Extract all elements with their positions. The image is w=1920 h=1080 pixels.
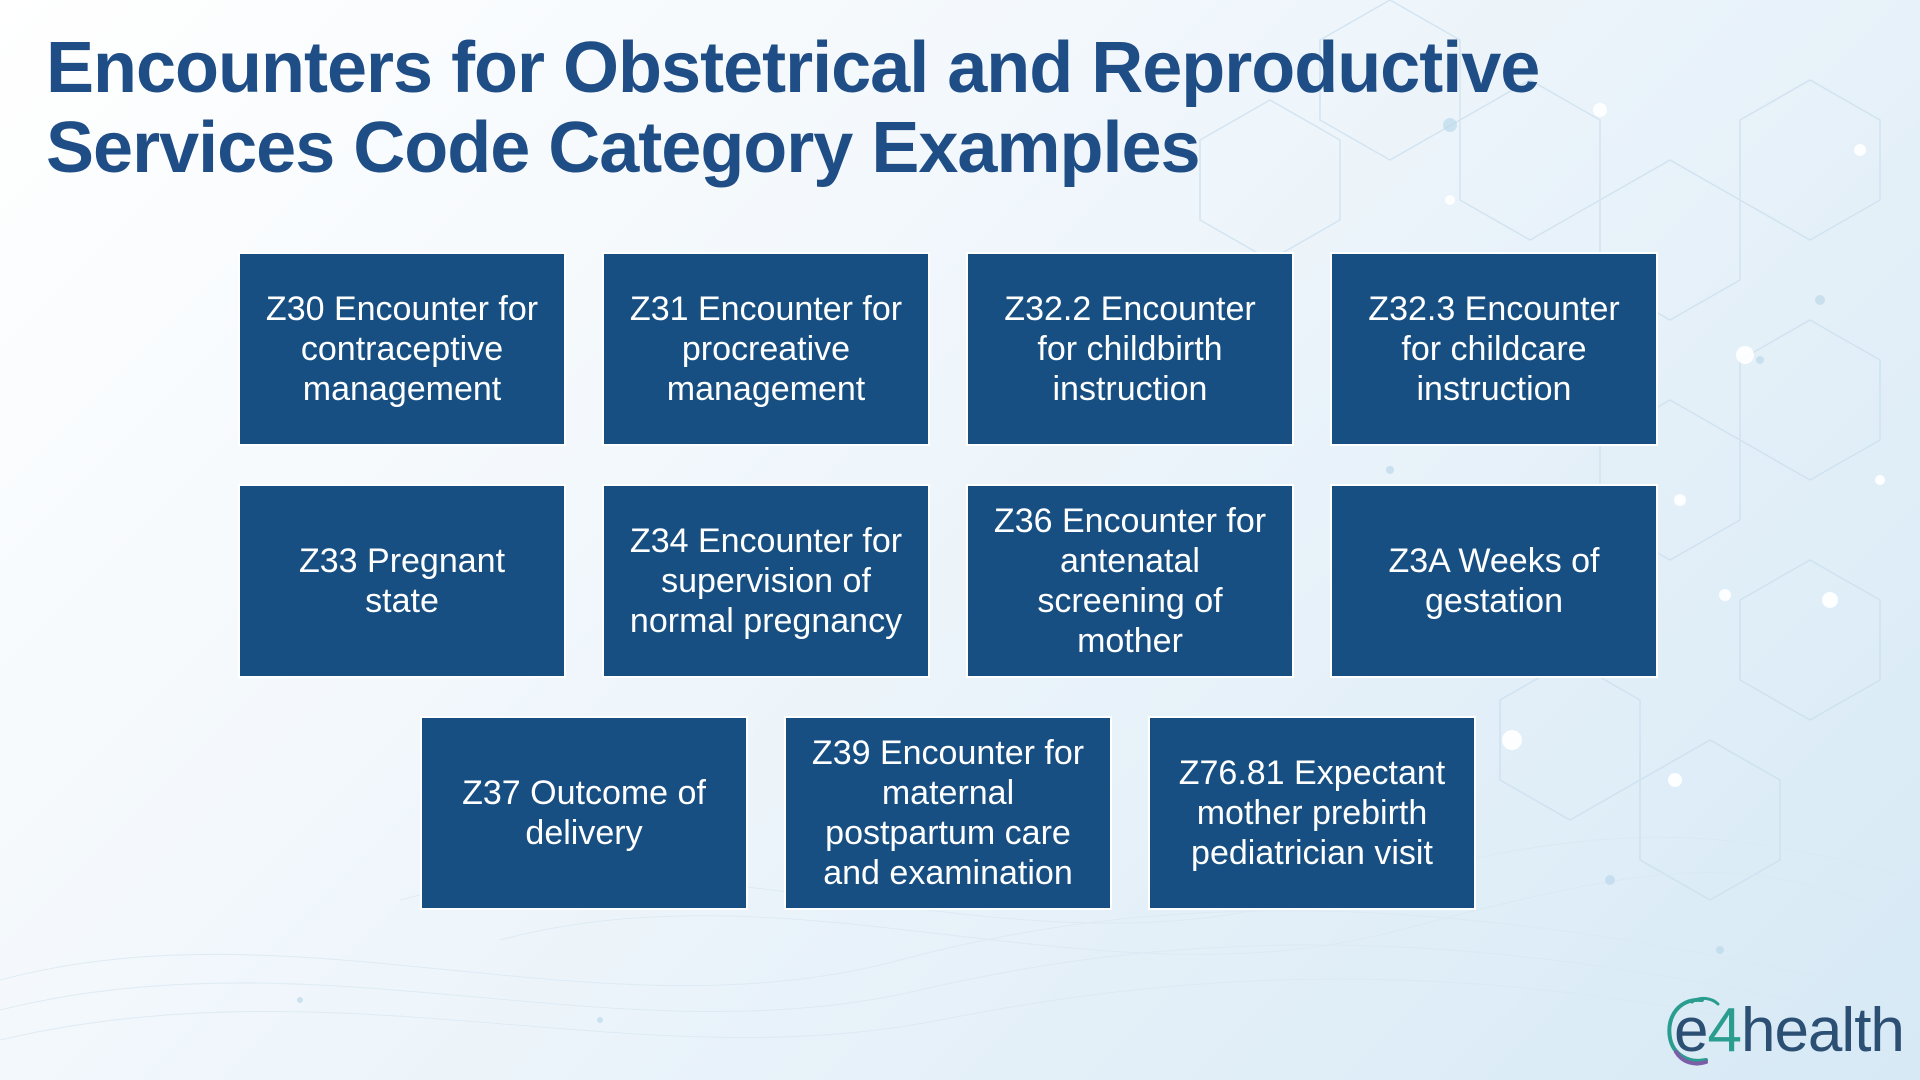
code-tile-text xyxy=(1368,289,1619,409)
tile-line: mother prebirth xyxy=(1196,794,1428,832)
tile-line: Z76.81 Expectant xyxy=(1178,754,1446,792)
code-tile-text xyxy=(812,733,1084,893)
tile-line: for childcare xyxy=(1401,330,1587,368)
tile-line: procreative xyxy=(681,330,851,368)
tile-line: Z33 Pregnant xyxy=(298,542,506,580)
tile-line: normal pregnancy xyxy=(629,602,903,640)
tile-line: Z32.3 Encounter xyxy=(1368,290,1620,328)
code-tile-text xyxy=(994,501,1266,661)
logo-text xyxy=(1668,995,1904,1066)
tile-line: maternal xyxy=(881,774,1015,812)
tile-line: and examination xyxy=(823,854,1073,892)
code-tile-z31 xyxy=(602,252,930,446)
code-tile-z30 xyxy=(238,252,566,446)
tile-line: management xyxy=(302,370,502,408)
tile-line: Z3A Weeks of xyxy=(1388,542,1600,580)
code-tile-z37 xyxy=(420,716,748,910)
code-tile-text xyxy=(630,289,902,409)
tile-line: instruction xyxy=(1416,370,1572,408)
tile-line: for childbirth xyxy=(1037,330,1223,368)
slide-title xyxy=(46,28,1646,188)
code-tile-text xyxy=(630,521,902,641)
slide-title-line-2: Services Code Category Examples xyxy=(46,108,1200,188)
code-tile-text xyxy=(462,773,706,853)
code-tile-z76-81 xyxy=(1148,716,1476,910)
logo-prefix: e xyxy=(1674,995,1708,1065)
code-tile-z3a xyxy=(1330,484,1658,678)
code-tile-text xyxy=(1388,541,1599,621)
tile-line: delivery xyxy=(525,814,643,852)
tile-line: instruction xyxy=(1052,370,1208,408)
logo-number: 4 xyxy=(1707,995,1741,1065)
code-tile-z34 xyxy=(602,484,930,678)
tile-line: screening of xyxy=(1037,582,1223,620)
code-tile-z32-3 xyxy=(1330,252,1658,446)
tile-line: antenatal xyxy=(1060,542,1200,580)
slide-title-line-1: Encounters for Obstetrical and Reproductive xyxy=(46,28,1540,108)
code-tile-z36 xyxy=(966,484,1294,678)
code-tile-text xyxy=(1179,753,1446,873)
tile-line: Z34 Encounter for xyxy=(629,522,903,560)
tile-line: Z30 Encounter for xyxy=(265,290,539,328)
tile-line: pediatrician visit xyxy=(1191,834,1433,872)
tile-line: contraceptive xyxy=(300,330,504,368)
tile-line: Z32.2 Encounter xyxy=(1004,290,1256,328)
tile-line: Z36 Encounter for xyxy=(993,502,1267,540)
code-tile-text xyxy=(299,541,505,621)
logo-suffix: health xyxy=(1740,995,1904,1065)
tile-line: management xyxy=(666,370,866,408)
tile-line: postpartum care xyxy=(825,814,1071,852)
tile-line: mother xyxy=(1077,622,1183,660)
code-tile-z32-2 xyxy=(966,252,1294,446)
code-tile-z33 xyxy=(238,484,566,678)
tile-line: Z39 Encounter for xyxy=(811,734,1085,772)
tile-line: Z37 Outcome of xyxy=(462,774,706,812)
e4health-logo xyxy=(1668,990,1904,1070)
tile-line: state xyxy=(365,582,439,620)
code-tile-text xyxy=(1004,289,1255,409)
tile-line: gestation xyxy=(1425,582,1563,620)
code-tile-z39 xyxy=(784,716,1112,910)
code-tile-text xyxy=(266,289,538,409)
tile-line: supervision of xyxy=(661,562,871,600)
tile-line: Z31 Encounter for xyxy=(629,290,903,328)
